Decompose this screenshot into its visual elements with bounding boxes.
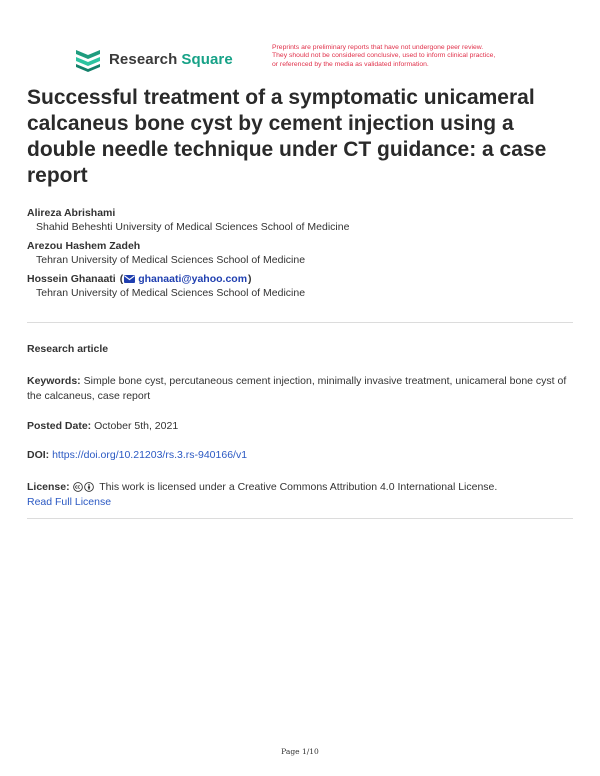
- article-title: Successful treatment of a symptomatic unicameral calcaneus bone cyst by cement injection using a double needle technique under CT guidance: a case report: [27, 86, 547, 187]
- page-header: [74, 46, 574, 76]
- license-text: This work is licensed under a Creative Commons Attribution 4.0 International License.: [99, 481, 498, 493]
- posted-date: [27, 419, 572, 434]
- author-affiliation: Tehran University of Medical Sciences School of Medicine: [36, 254, 306, 266]
- research-square-logo[interactable]: [74, 46, 233, 72]
- license: [27, 480, 572, 510]
- page-number: Page 1/10: [281, 747, 319, 756]
- research-square-logo-icon: [74, 46, 102, 72]
- doi-label: DOI:: [27, 449, 50, 461]
- logo-wordmark: [109, 51, 233, 68]
- email-icon: [124, 275, 135, 283]
- notice-line: or referenced by the media as validated information.: [272, 60, 429, 68]
- article-type-label: Research article: [27, 343, 109, 355]
- keywords-value: Simple bone cyst, percutaneous cement injection, minimally invasive treatment, unicameral bone cyst of the calcaneus, case report: [27, 375, 567, 402]
- author-affiliation: Tehran University of Medical Sciences School of Medicine: [36, 287, 306, 299]
- license-label: License:: [27, 481, 70, 493]
- notice-line: Preprints are preliminary reports that have not undergone peer review.: [272, 44, 484, 51]
- divider: [27, 322, 573, 323]
- paren-close: ): [248, 273, 252, 285]
- doi: [27, 448, 572, 463]
- article-type: [27, 342, 572, 357]
- posted-date-value: October 5th, 2021: [94, 420, 179, 432]
- keywords: [27, 374, 572, 404]
- read-full-license-link[interactable]: Read Full License: [27, 496, 112, 508]
- author-name[interactable]: Alireza Abrishami: [27, 207, 116, 219]
- author-entry: [27, 239, 572, 268]
- author-email-link[interactable]: ghanaati@yahoo.com: [138, 273, 248, 285]
- logo-word-research: Research: [109, 50, 178, 68]
- logo-word-square: Square: [181, 50, 233, 68]
- notice-line: They should not be considered conclusive, used to inform clinical practice,: [272, 52, 496, 60]
- author-affiliation: Shahid Beheshti University of Medical Sciences School of Medicine: [36, 221, 350, 233]
- by-icon: [84, 482, 94, 492]
- author-list: [27, 206, 572, 305]
- author-name[interactable]: Hossein Ghanaati: [27, 273, 116, 285]
- doi-link[interactable]: https://doi.org/10.21203/rs.3.rs-940166/v1: [52, 449, 248, 461]
- posted-date-label: Posted Date:: [27, 420, 92, 432]
- author-name-row: [27, 272, 572, 286]
- author-name[interactable]: Arezou Hashem Zadeh: [27, 240, 141, 252]
- license-icons[interactable]: [73, 482, 94, 492]
- divider: [27, 518, 573, 519]
- cc-icon: [73, 482, 83, 492]
- preprint-notice: [272, 44, 542, 69]
- author-entry: [27, 272, 572, 301]
- paren-open: (: [119, 273, 124, 285]
- keywords-label: Keywords:: [27, 375, 81, 387]
- author-entry: [27, 206, 572, 235]
